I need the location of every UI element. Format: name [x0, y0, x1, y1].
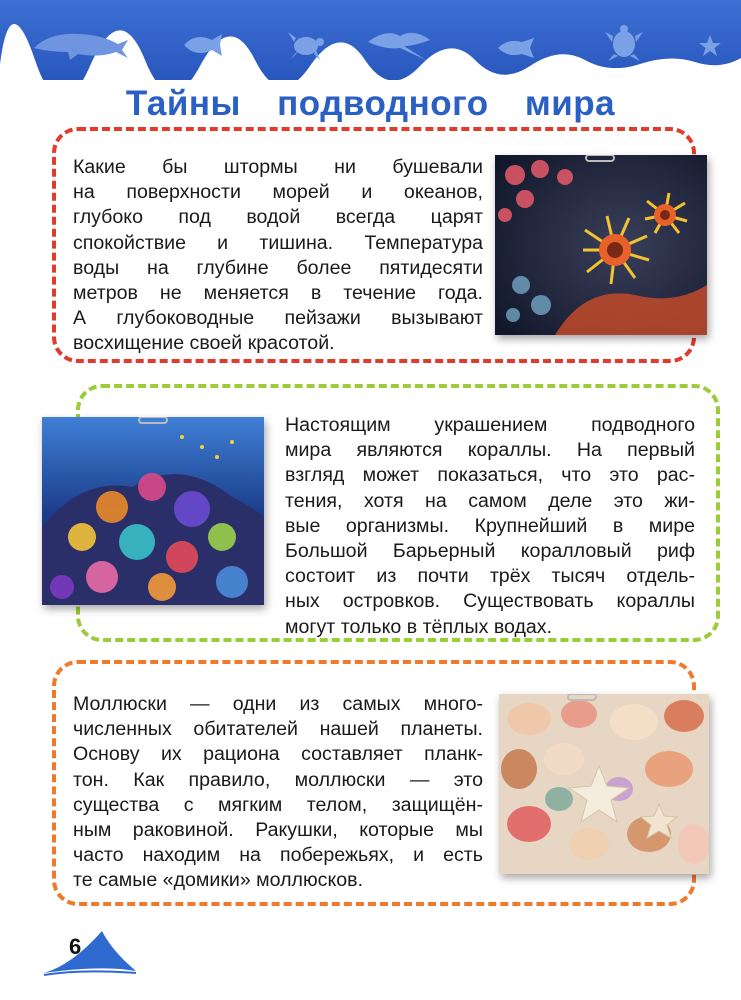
page-number: 6 — [69, 934, 82, 959]
fish-icon — [496, 36, 536, 60]
text-line: Большой Барьерный коралловый риф — [285, 540, 695, 563]
section1-text — [73, 155, 483, 357]
starfish-icon — [698, 34, 722, 58]
text-line: восхищение своей красотой. — [73, 332, 335, 355]
turtle-icon — [604, 24, 644, 62]
text-line: А глубоководные пейзажи вызывают — [73, 307, 483, 330]
text-line: численных обитателей нашей планеты. — [73, 718, 483, 741]
text-line: мира являются кораллы. На первый — [285, 439, 695, 462]
text-line: те самые «домики» моллюсков. — [73, 869, 364, 892]
text-line: ным раковиной. Ракушки, которые мы — [73, 819, 483, 842]
text-line: взгляд может показаться, что это рас- — [285, 464, 695, 487]
coral-reef-photo — [42, 417, 264, 605]
text-line: метров не меняется в течение года. — [73, 282, 483, 305]
shark-fin-icon — [42, 925, 138, 977]
text-line: часто находим на побережьях, и есть — [73, 844, 483, 867]
header-wave-band — [0, 0, 741, 80]
text-line: тения, хотя на самом деле это жи- — [285, 489, 695, 512]
paperclip-icon — [138, 417, 168, 425]
stingray-icon — [366, 26, 432, 62]
text-line: Моллюски — одни из самых много- — [73, 693, 483, 715]
text-line: состоит из почти трёх тысяч отдель- — [285, 565, 695, 588]
text-line: могут только в тёплых водах. — [285, 615, 553, 638]
section3-text — [73, 692, 483, 894]
turtle-icon — [286, 30, 326, 60]
page-number-badge — [42, 925, 138, 977]
section2-text — [285, 413, 695, 640]
text-line: Какие бы штормы ни бушевали — [73, 156, 483, 178]
dolphin-icon — [30, 22, 130, 62]
text-line: Основу их рациона составляет планк- — [73, 743, 483, 766]
page-title: Тайны подводного мира — [125, 84, 616, 123]
text-line: на поверхности морей и океанов, — [73, 181, 483, 204]
fish-icon — [182, 32, 224, 58]
text-line: существа с мягким телом, защищён- — [73, 793, 483, 816]
text-line: Настоящим украшением подводного — [285, 414, 695, 436]
text-line: тон. Как правило, моллюски — это — [73, 768, 483, 791]
text-line: глубоко под водой всегда царят — [73, 206, 483, 229]
paperclip-icon — [567, 694, 597, 702]
text-line: воды на глубине более пятидесяти — [73, 256, 483, 279]
text-line: вые организмы. Крупнейший в мире — [285, 514, 695, 537]
anemone-photo — [495, 155, 707, 335]
paperclip-icon — [585, 155, 615, 163]
seashells-photo — [499, 694, 709, 874]
text-line: ных островков. Существовать кораллы — [285, 590, 695, 613]
text-line: спокойствие и тишина. Температура — [73, 231, 483, 254]
